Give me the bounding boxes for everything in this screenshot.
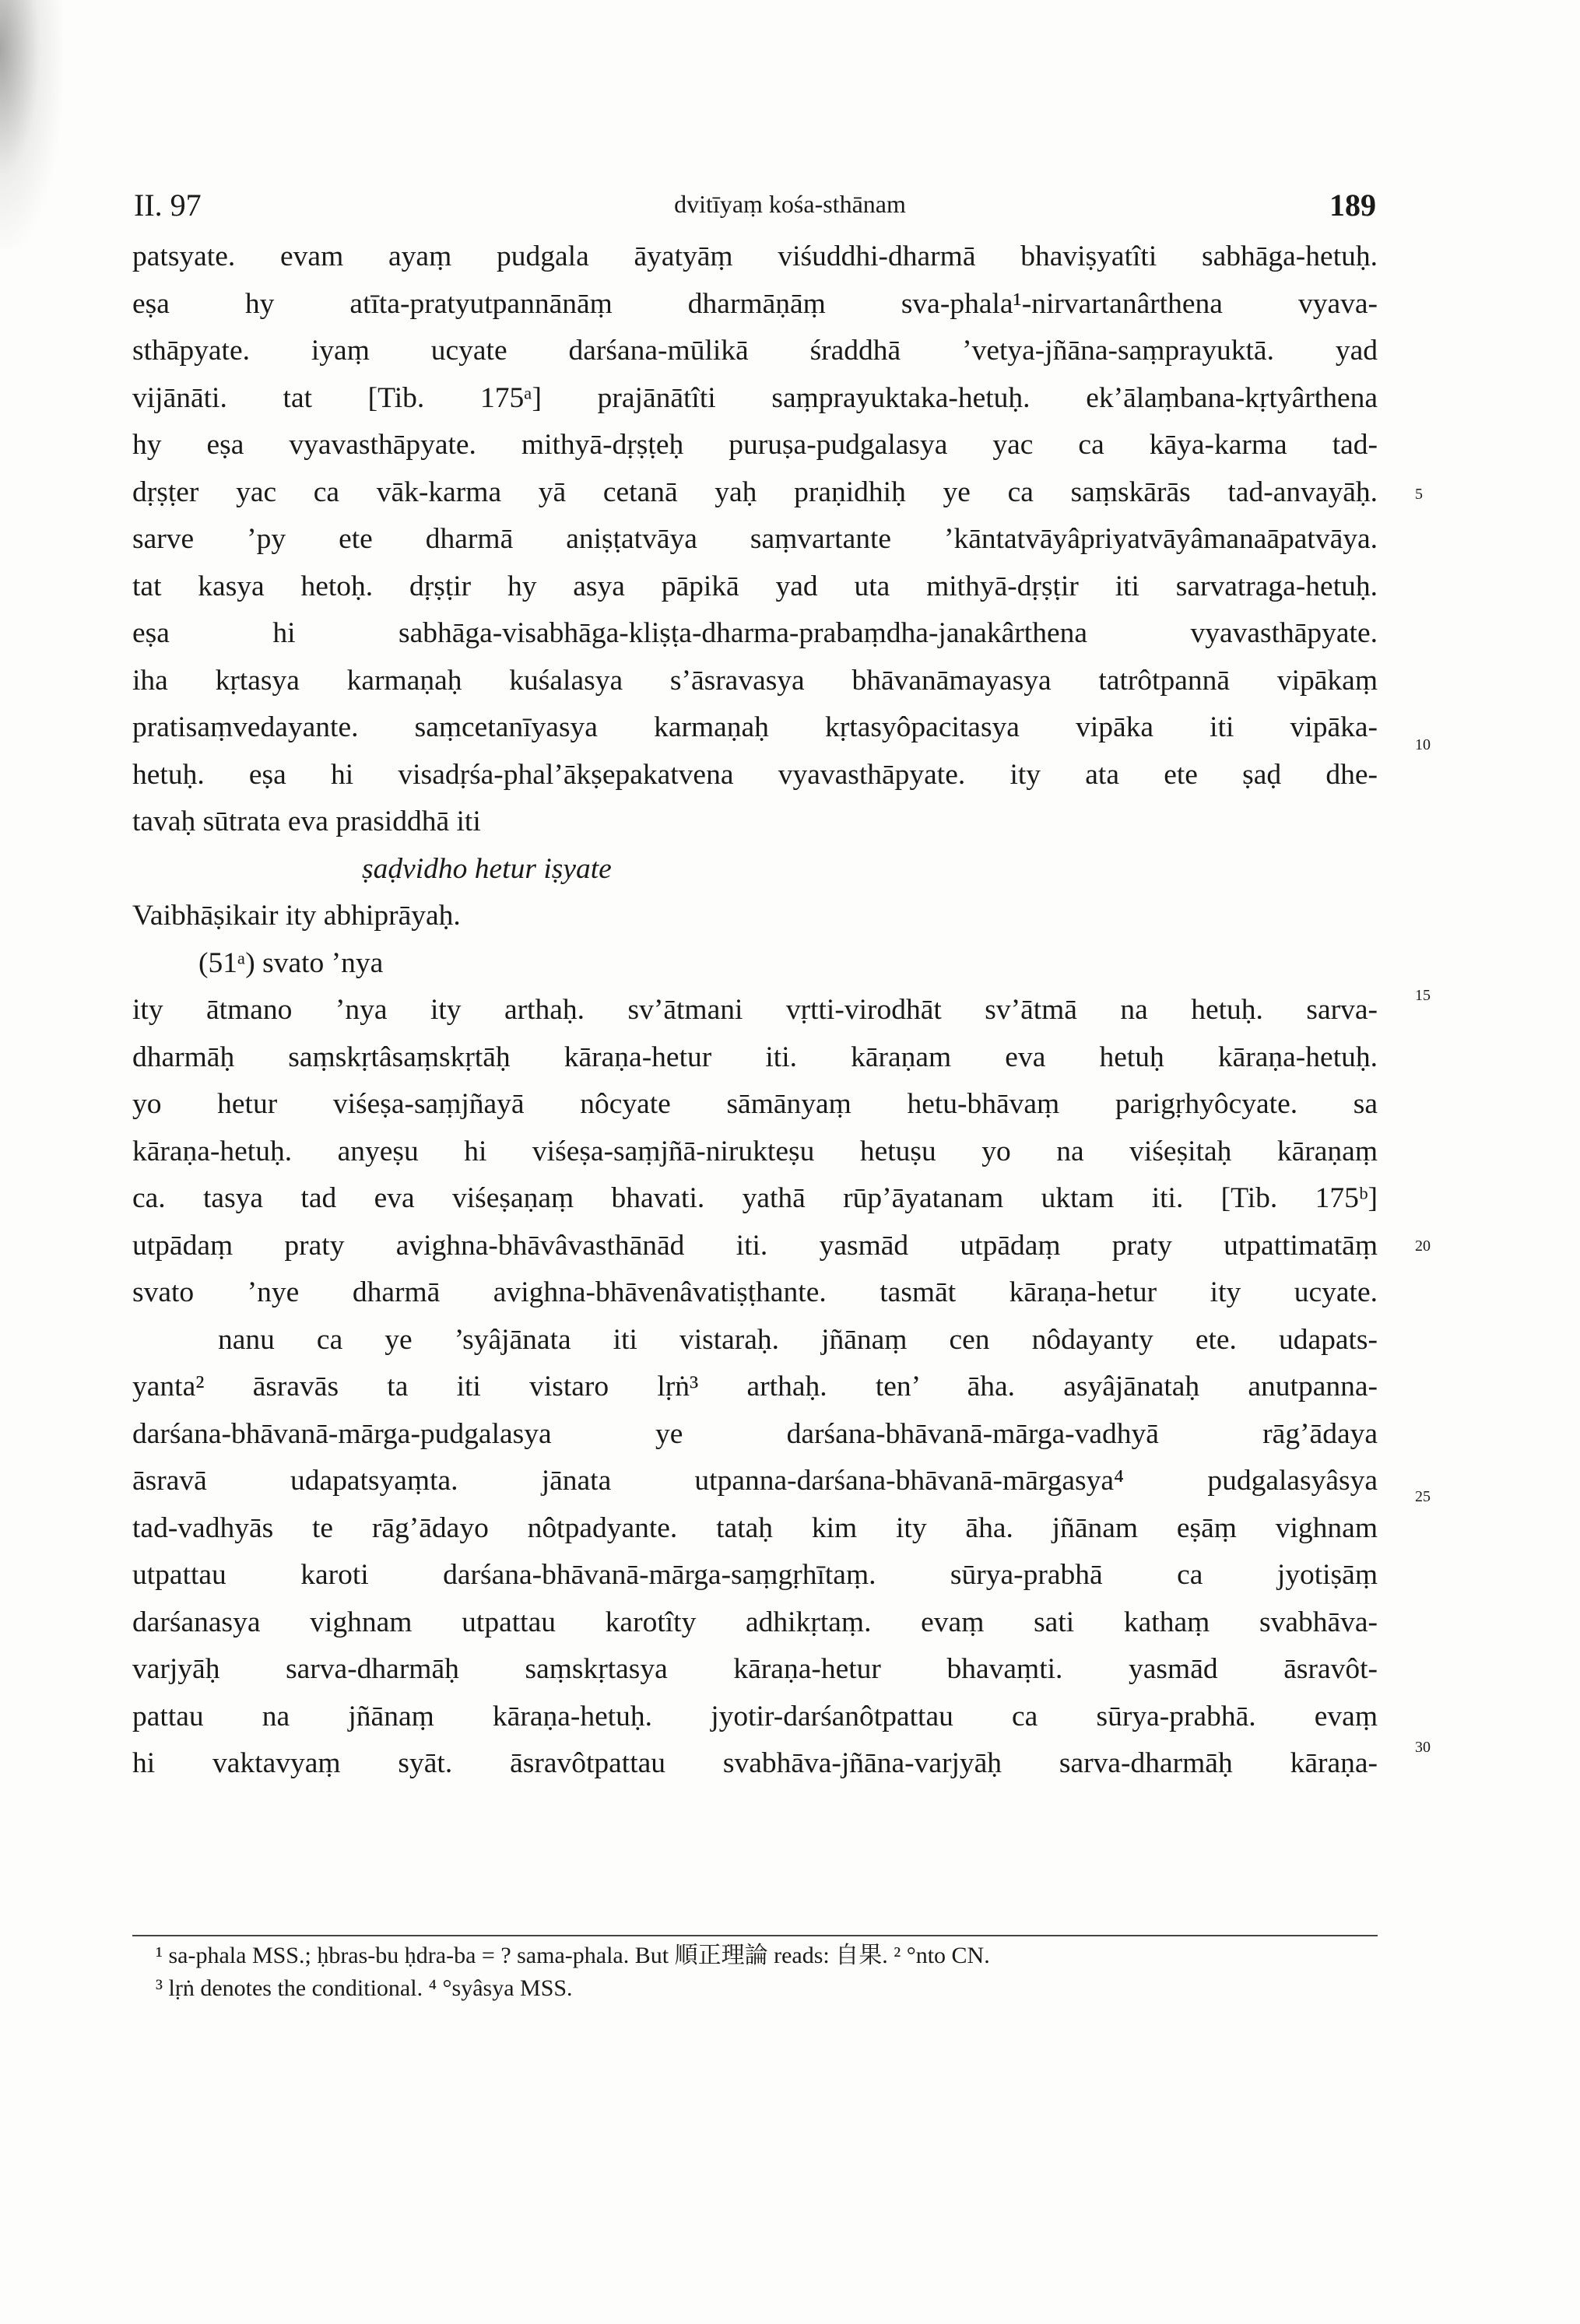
text-line: yo hetur viśeṣa-saṃjñayā nôcyate sāmānyaṃ hetu-bhāvaṃ parigṛhyôcyate. sa [132, 1088, 1378, 1120]
body-text [132, 233, 1378, 1788]
verse-line [132, 846, 1378, 893]
line-number: 20 [1415, 1237, 1431, 1255]
text-line: Vaibhāṣikair ity abhiprāyaḥ. [132, 900, 461, 932]
text-line: tavaḥ sūtrata eva prasiddhā iti [132, 806, 481, 837]
footnote-rule [132, 1935, 1378, 1936]
verse-line: (51ᵃ) svato ’nya [198, 946, 384, 979]
text-line: svato ’nye dharmā avighna-bhāvenâvatiṣṭhante. tasmāt kāraṇa-hetur ity ucyate. [132, 1276, 1378, 1308]
text-line: darśana-bhāvanā-mārga-pudgalasya ye darśana-bhāvanā-mārga-vadhyā rāg’ādaya [132, 1417, 1378, 1450]
text-line: dṛṣṭer yac ca vāk-karma yā cetanā yaḥ praṇidhiḥ ye ca saṃskārās tad-anvayāḥ. [132, 476, 1378, 508]
text-line: patsyate. evam ayaṃ pudgala āyatyāṃ viśuddhi-dharmā bhaviṣyatîti sabhāga-hetuḥ. [132, 240, 1378, 272]
text-line: hi vaktavyaṃ syāt. āsravôtpattau svabhāva-jñāna-varjyāḥ sarva-dharmāḥ kāraṇa- [132, 1747, 1378, 1779]
text-line: nanu ca ye ’syâjānata iti vistaraḥ. jñānaṃ cen nôdayanty ete. udapats- [218, 1323, 1378, 1356]
verse-text: ṣaḍvidho hetur iṣyate [362, 852, 612, 885]
line-number: 30 [1415, 1739, 1431, 1756]
text-line: sarve ’py ete dharmā aniṣṭatvāya saṃvartante ’kāntatvāyâpriyatvāyâmanaāpatvāya. [132, 523, 1378, 555]
text-line: hetuḥ. eṣa hi visadṛśa-phal’ākṣepakatvena vyavasthāpyate. ity ata ete ṣaḍ dhe- [132, 758, 1378, 791]
line-number: 25 [1415, 1488, 1431, 1505]
text-line: varjyāḥ sarva-dharmāḥ saṃskṛtasya kāraṇa-hetur bhavaṃti. yasmād āsravôt- [132, 1653, 1378, 1685]
text-line: tat kasya hetoḥ. dṛṣṭir hy asya pāpikā yad uta mithyā-dṛṣṭir iti sarvatraga-hetuḥ. [132, 570, 1378, 602]
text-line: āsravā udapatsyaṃta. jānata utpanna-darśana-bhāvanā-mārgasya⁴ pudgalasyâsya [132, 1465, 1378, 1497]
text-line: utpādaṃ praty avighna-bhāvâvasthānād iti. yasmād utpādaṃ praty utpattimatāṃ [132, 1229, 1378, 1262]
text-line: kāraṇa-hetuḥ. anyeṣu hi viśeṣa-saṃjñā-nirukteṣu hetuṣu yo na viśeṣitaḥ kāraṇaṃ [132, 1135, 1378, 1167]
text-line: ity ātmano ’nya ity arthaḥ. sv’ātmani vṛtti-virodhāt sv’ātmā na hetuḥ. sarva- [132, 994, 1378, 1026]
line-number: 5 [1415, 486, 1423, 503]
text-line: dharmāḥ saṃskṛtâsaṃskṛtāḥ kāraṇa-hetur iti. kāraṇam eva hetuḥ kāraṇa-hetuḥ. [132, 1041, 1378, 1073]
text-line: sthāpyate. iyaṃ ucyate darśana-mūlikā śraddhā ’vetya-jñāna-saṃprayuktā. yad [132, 335, 1378, 367]
text-line: tad-vadhyās te rāg’ādayo nôtpadyante. tataḥ kim ity āha. jñānam eṣāṃ vighnam [132, 1511, 1378, 1544]
text-line: eṣa hy atīta-pratyutpannānāṃ dharmāṇāṃ sva-phala¹-nirvartanârthena vyava- [132, 287, 1378, 320]
footnote-line: ³ lṛṅ denotes the conditional. ⁴ °syâsya MSS. [156, 1975, 573, 2001]
running-header [0, 187, 1580, 233]
text-line: iha kṛtasya karmaṇaḥ kuśalasya s’āsravasya bhāvanāmayasya tatrôtpannā vipākaṃ [132, 664, 1378, 697]
page-number: 189 [1329, 188, 1376, 223]
footnotes [156, 1940, 1378, 2005]
text-line: vijānāti. tat [Tib. 175ᵃ] prajānātîti saṃprayuktaka-hetuḥ. ek’ālaṃbana-kṛtyârthena [132, 381, 1378, 414]
text-line: darśanasya vighnam utpattau karotîty adhikṛtaṃ. evaṃ sati kathaṃ svabhāva- [132, 1606, 1378, 1638]
section-reference: II. 97 [134, 188, 202, 223]
text-line: pattau na jñānaṃ kāraṇa-hetuḥ. jyotir-darśanôtpattau ca sūrya-prabhā. evaṃ [132, 1700, 1378, 1732]
text-line: hy eṣa vyavasthāpyate. mithyā-dṛṣṭeḥ puruṣa-pudgalasya yac ca kāya-karma tad- [132, 429, 1378, 461]
text-line: utpattau karoti darśana-bhāvanā-mārga-saṃgṛhītaṃ. sūrya-prabhā ca jyotiṣāṃ [132, 1559, 1378, 1591]
text-line: ca. tasya tad eva viśeṣaṇaṃ bhavati. yathā rūp’āyatanam uktam iti. [Tib. 175ᵇ] [132, 1182, 1378, 1214]
line-number: 15 [1415, 987, 1431, 1004]
line-number: 10 [1415, 736, 1431, 753]
footnote-line: ¹ sa-phala MSS.; ḥbras-bu ḥdra-ba = ? sama-phala. But 順正理論 reads: 自果. ² °nto CN. [156, 1943, 990, 1968]
running-title: dvitīyaṃ kośa-sthānam [674, 190, 906, 218]
text-line: eṣa hi sabhāga-visabhāga-kliṣṭa-dharma-prabaṃdha-janakârthena vyavasthāpyate. [132, 617, 1378, 649]
text-line: pratisaṃvedayante. saṃcetanīyasya karmaṇaḥ kṛtasyôpacitasya vipāka iti vipāka- [132, 711, 1378, 743]
text-line: yanta² āsravās ta iti vistaro lṛṅ³ arthaḥ. ten’ āha. asyâjānataḥ anutpanna- [132, 1371, 1378, 1402]
